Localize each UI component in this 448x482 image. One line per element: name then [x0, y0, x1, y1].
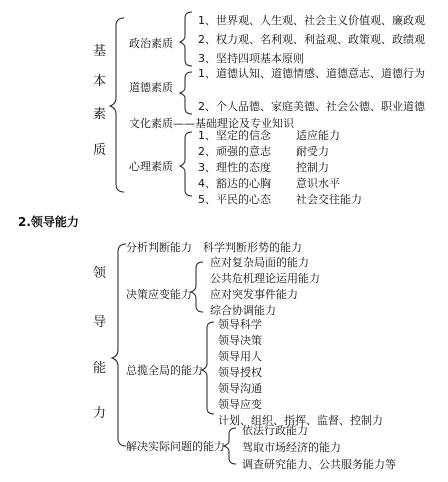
list-item: 1、世界观、人生观、社会主义价值观、廉政观 — [198, 14, 425, 27]
group-label-moral: 道德素质 — [129, 81, 173, 94]
list-item-left: 1、坚定的信念 — [198, 129, 271, 142]
vertical-title-char: 素 — [93, 107, 107, 122]
list-item-right: 意识水平 — [296, 177, 340, 190]
list-item: 计划、组织、指挥、监督、控制力 — [218, 414, 383, 427]
list-item: 依法行政能力 — [242, 424, 308, 437]
list-item: 驾取市场经济的能力 — [242, 441, 341, 454]
vertical-title-char: 领 — [93, 266, 107, 281]
group-label-analysis: 分析判断能力 — [126, 241, 192, 254]
list-item: 3、坚持四项基本原则 — [198, 52, 304, 65]
list-item: 领导科学 — [218, 318, 262, 331]
list-item: 领导用人 — [218, 350, 262, 363]
list-item-right: 社会交往能力 — [296, 193, 362, 206]
group-label-problem-solving: 解决实际问题的能力 — [126, 440, 225, 453]
list-item: 公共危机理论运用能力 — [210, 272, 320, 285]
list-item: 1、道德认知、道德情感、道德意志、道德行为 — [198, 67, 425, 80]
group-inline-text: 科学判断形势的能力 — [203, 241, 302, 254]
list-item-right: 耐受力 — [296, 145, 329, 158]
vertical-title-char: 基 — [93, 44, 107, 59]
group-label-text: 文化素质 — [129, 117, 173, 130]
list-item: 领导决策 — [218, 334, 262, 347]
list-item: 2、权力观、名利观、利益观、政策观、政绩观 — [198, 33, 425, 46]
vertical-title-char: 力 — [93, 406, 107, 421]
group-label-political: 政治素质 — [129, 37, 173, 50]
vertical-title-char: 能 — [93, 361, 107, 376]
list-item: 应对突发事件能力 — [210, 288, 298, 301]
section-heading: 2.领导能力 — [18, 215, 79, 229]
list-item-right: 控制力 — [296, 161, 329, 174]
list-item-left: 4、豁达的心胸 — [198, 177, 271, 190]
group-inline-text: ——基础理论及专业知识 — [173, 117, 294, 130]
list-item: 领导应变 — [218, 398, 262, 411]
vertical-title-char: 质 — [93, 143, 107, 158]
list-item: 2、个人品德、家庭美德、社会公德、职业道德 — [198, 100, 425, 113]
group-label-decision: 决策应变能力 — [126, 288, 192, 301]
list-item-left: 5、平民的心态 — [198, 193, 271, 206]
list-item-left: 2、顽强的意志 — [198, 145, 271, 158]
list-item: 领导授权 — [218, 366, 262, 379]
group-label-psychological: 心理素质 — [129, 160, 173, 173]
list-item: 调查研究能力、公共服务能力等 — [242, 458, 396, 471]
list-item: 领导沟通 — [218, 382, 262, 395]
list-item-right: 适应能力 — [296, 129, 340, 142]
list-item: 应对复杂局面的能力 — [210, 256, 309, 269]
vertical-title-char: 本 — [93, 74, 107, 89]
group-label-overall: 总揽全局的能力 — [126, 364, 203, 377]
vertical-title-char: 导 — [93, 315, 107, 330]
list-item-left: 3、理性的态度 — [198, 161, 271, 174]
list-item: 综合协调能力 — [210, 304, 276, 317]
